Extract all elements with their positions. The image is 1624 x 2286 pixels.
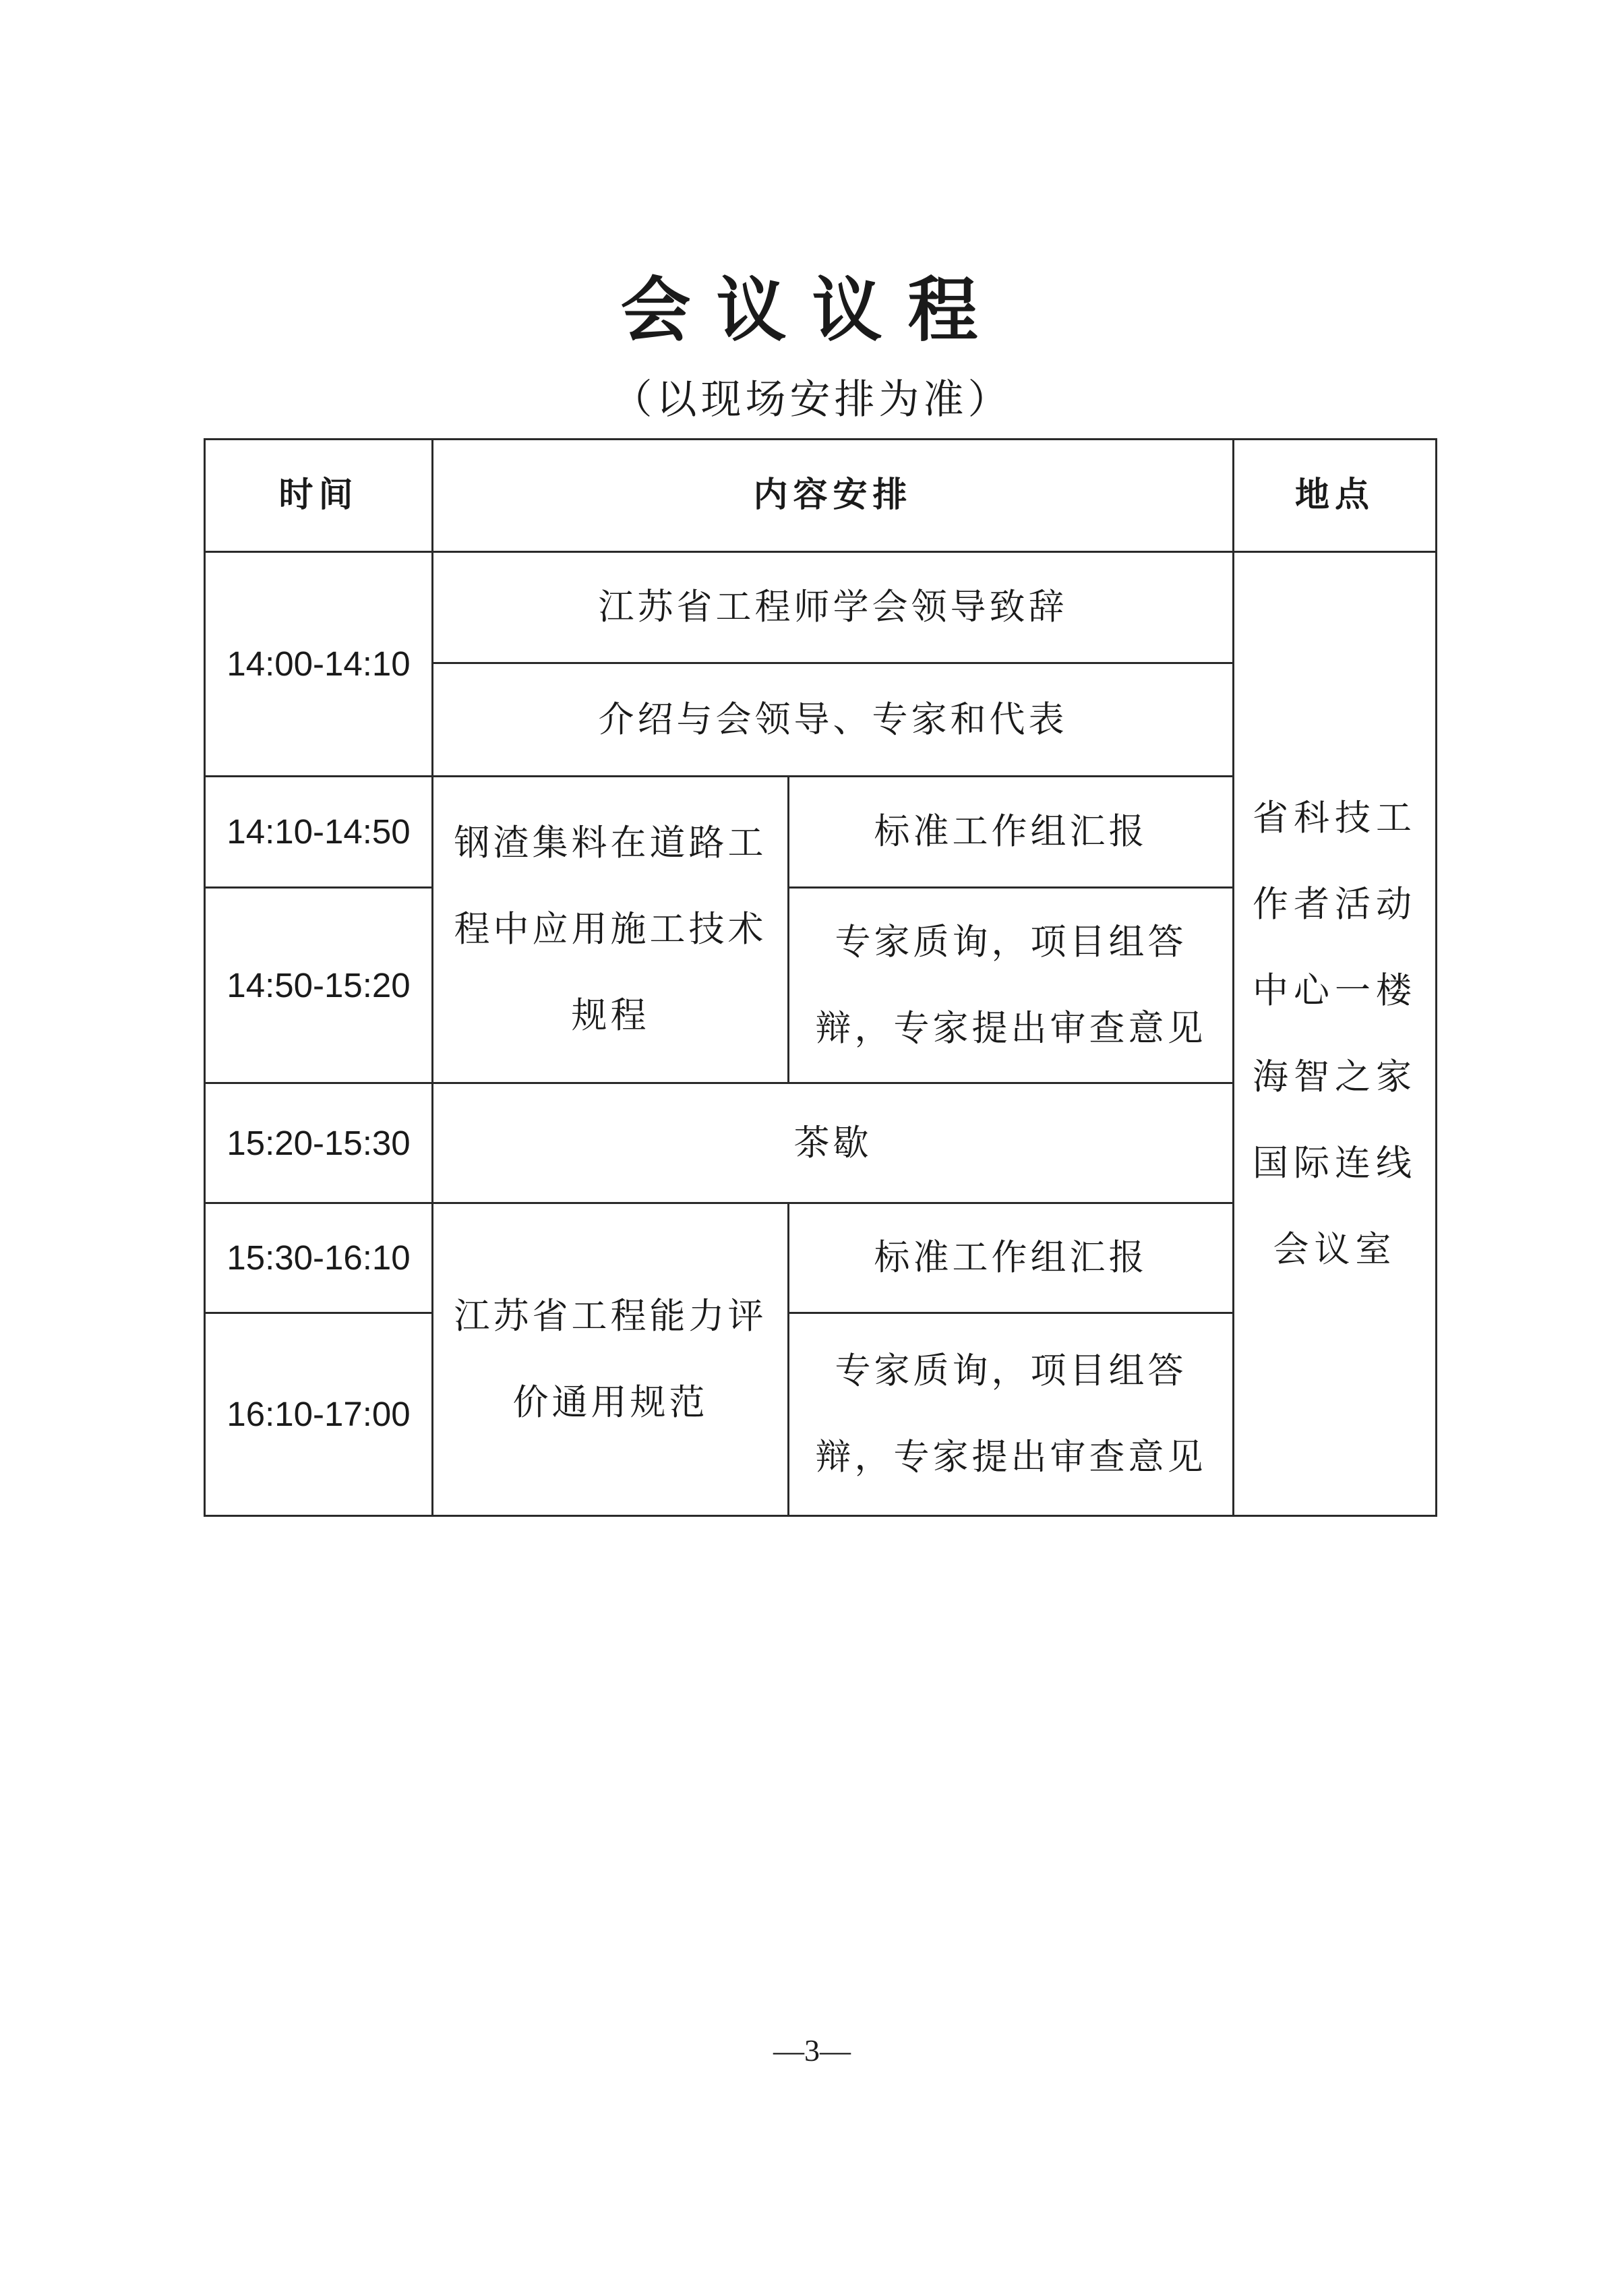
agenda-item: 茶歇: [433, 1083, 1234, 1203]
agenda-item: 专家质询，项目组答辩，专家提出审查意见: [789, 1313, 1234, 1516]
document-subtitle: （以现场安排为准）: [611, 376, 1013, 423]
page-number: —3—: [773, 2033, 851, 2068]
agenda-table: [204, 438, 1437, 1517]
agenda-item: 介绍与会领导、专家和代表: [433, 663, 1234, 777]
venue-cell: 省科技工作者活动中心一楼海智之家国际连线会议室: [1234, 552, 1437, 1516]
time-cell: 14:00-14:10: [205, 552, 433, 777]
header-time: 时间: [205, 440, 433, 552]
agenda-item: 标准工作组汇报: [789, 777, 1234, 888]
topic-cell: 钢渣集料在道路工程中应用施工技术规程: [433, 777, 789, 1083]
table-header-row: [205, 440, 1437, 552]
document-title: 会议议程: [620, 269, 1004, 351]
agenda-item: 江苏省工程师学会领导致辞: [433, 552, 1234, 663]
time-cell: 15:20-15:30: [205, 1083, 433, 1203]
agenda-item: 专家质询，项目组答辩，专家提出审查意见: [789, 888, 1234, 1083]
time-cell: 15:30-16:10: [205, 1203, 433, 1313]
header-content: 内容安排: [433, 440, 1234, 552]
agenda-item: 标准工作组汇报: [789, 1203, 1234, 1313]
time-cell: 14:10-14:50: [205, 777, 433, 888]
time-cell: 14:50-15:20: [205, 888, 433, 1083]
header-venue: 地点: [1234, 440, 1437, 552]
time-cell: 16:10-17:00: [205, 1313, 433, 1516]
table-row: [205, 552, 1437, 663]
topic-cell: 江苏省工程能力评价通用规范: [433, 1203, 789, 1516]
